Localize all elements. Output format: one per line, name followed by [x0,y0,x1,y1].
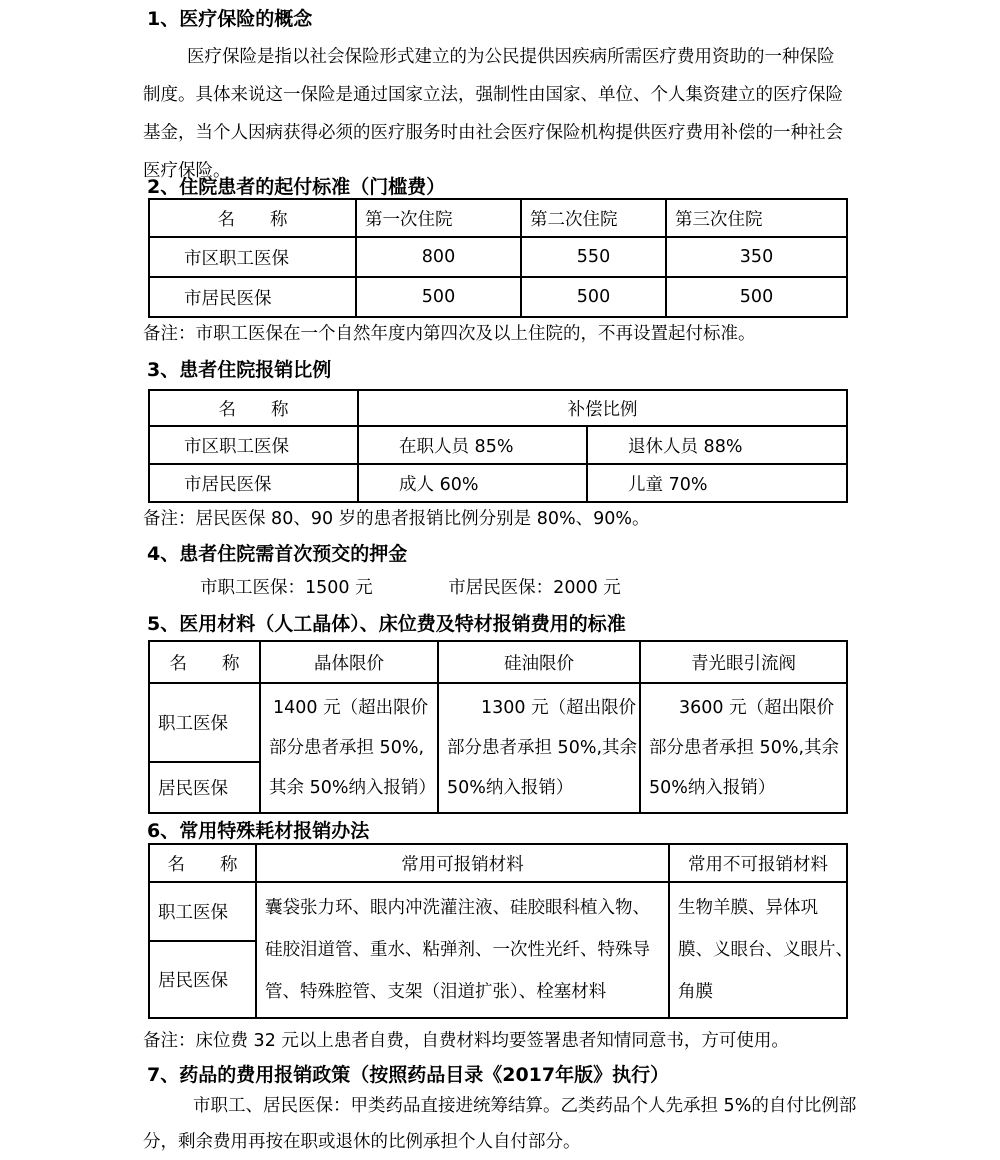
non-reimbursable-materials-header: 常用不可报销材料 [669,844,847,882]
retiree-ratio-cell: 退休人员 88% [587,426,847,464]
value-cell: 550 [521,237,666,277]
silicone-oil-limit-header: 硅油限价 [438,641,640,683]
name-column-header: 名 称 [149,641,260,683]
section3-note: 备注：居民医保 80、90 岁的患者报销比例分别是 80%、90%。 [143,509,650,529]
silicone-oil-limit-cell: 1300 元（超出限价 部分患者承担 50%,其余 50%纳入报销） [438,683,640,813]
section2-heading: 2、住院患者的起付标准（门槛费） [147,176,446,198]
value-cell: 500 [521,277,666,317]
reimbursable-materials-header: 常用可报销材料 [256,844,669,882]
compensation-ratio-header: 补偿比例 [358,390,847,426]
section1-heading: 1、医疗保险的概念 [147,8,313,30]
table-row [149,277,847,317]
adult-ratio-cell: 成人 60% [358,464,587,502]
employee-insurance-label: 职工医保 [149,683,260,762]
section6-note: 备注：床位费 32 元以上患者自费，自费材料均要签署患者知情同意书，方可使用。 [143,1031,789,1051]
active-employee-ratio-cell: 在职人员 85% [358,426,587,464]
insurance-name-cell: 市区职工医保 [149,426,358,464]
name-column-header: 名 称 [149,844,256,882]
table-row [149,464,847,502]
table-row [149,237,847,277]
deductible-table [148,198,848,318]
second-hospitalization-header: 第二次住院 [521,199,666,237]
employee-deposit: 市职工医保：1500 元 [200,578,373,598]
table-row [149,683,847,762]
resident-insurance-label: 居民医保 [149,941,256,1018]
reimbursement-ratio-table [148,389,848,503]
first-hospitalization-header: 第一次住院 [356,199,521,237]
crystal-limit-cell: 1400 元（超出限价 部分患者承担 50%, 其余 50%纳入报销） [260,683,438,813]
value-cell: 350 [666,237,847,277]
special-consumables-table [148,843,853,1019]
resident-deposit: 市居民医保：2000 元 [448,578,621,598]
glaucoma-valve-cell: 3600 元（超出限价 部分患者承担 50%,其余 50%纳入报销） [640,683,847,813]
reimbursable-materials-cell: 囊袋张力环、眼内冲洗灌注液、硅胶眼科植入物、 硅胶泪道管、重水、粘弹剂、一次性光纤、特殊导 管、特殊腔管、支架（泪道扩张）、栓塞材料 [256,882,669,1018]
table-header-row [149,390,847,426]
table-header-row [149,641,847,683]
section5-heading: 5、医用材料（人工晶体）、床位费及特材报销费用的标准 [147,613,626,635]
table-row [149,426,847,464]
child-ratio-cell: 儿童 70% [587,464,847,502]
insurance-name-cell: 市居民医保 [149,464,358,502]
crystal-limit-header: 晶体限价 [260,641,438,683]
value-cell: 500 [356,277,521,317]
insurance-name-cell: 市居民医保 [149,277,356,317]
table-header-row [149,844,847,882]
table-header-row [149,199,847,237]
section4-heading: 4、患者住院需首次预交的押金 [147,543,408,565]
value-cell: 800 [356,237,521,277]
resident-insurance-label: 居民医保 [149,762,260,813]
section3-heading: 3、患者住院报销比例 [147,359,332,381]
materials-cost-table [148,640,848,814]
non-reimbursable-materials-cell: 生物羊膜、异体巩 膜、义眼台、义眼片、 角膜 [669,882,847,1018]
table-row [149,882,847,941]
section7-heading: 7、药品的费用报销政策（按照药品目录《2017年版》执行） [147,1064,670,1086]
section2-note: 备注：市职工医保在一个自然年度内第四次及以上住院的，不再设置起付标准。 [143,324,756,344]
glaucoma-valve-header: 青光眼引流阀 [640,641,847,683]
name-column-header: 名 称 [149,390,358,426]
section1-paragraph: 医疗保险是指以社会保险形式建立的为公民提供因疾病所需医疗费用资助的一种保险 制度。具体来说这一保险是通过国家立法，强制性由国家、单位、个人集资建立的医疗保险 基金，当个人因病获得必须的医疗服务时由社会医疗保险机构提供医疗费用补偿的一种社会 医疗保险。 [143,47,843,181]
section7-paragraph: 市职工、居民医保：甲类药品直接进统筹结算。乙类药品个人先承担 5%的自付比例部 分，剩余费用再按在职或退休的比例承担个人自付部分。 [143,1096,857,1152]
employee-insurance-label: 职工医保 [149,882,256,941]
name-column-header: 名 称 [149,199,356,237]
section6-heading: 6、常用特殊耗材报销办法 [147,820,370,842]
value-cell: 500 [666,277,847,317]
deposit-line [200,575,858,601]
insurance-name-cell: 市区职工医保 [149,237,356,277]
third-hospitalization-header: 第三次住院 [666,199,847,237]
